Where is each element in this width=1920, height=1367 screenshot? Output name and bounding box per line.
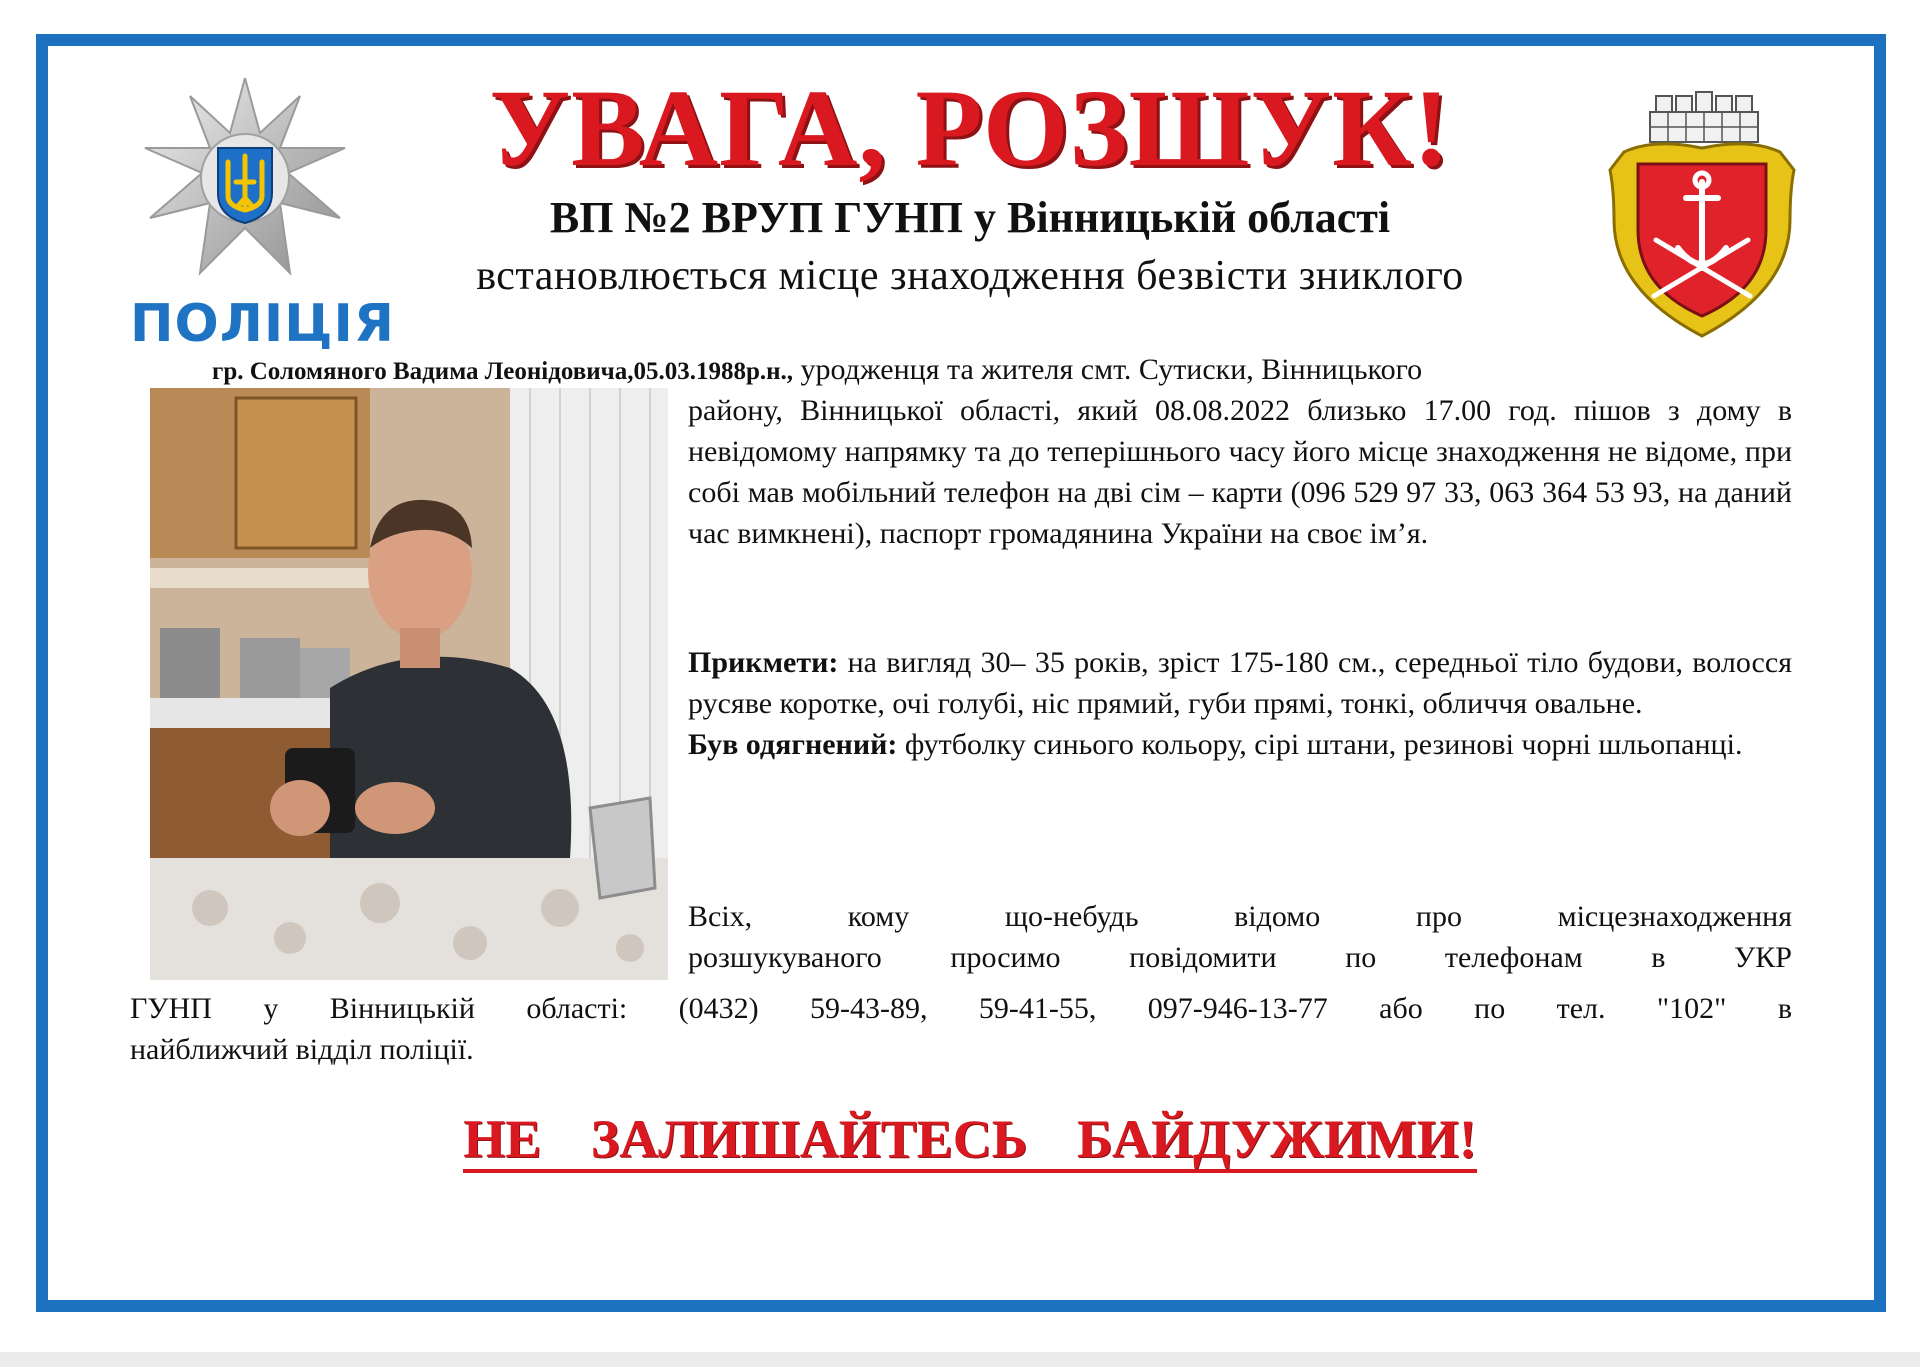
callout-banner [300, 1108, 1640, 1170]
police-logo-label: ПОЛІЦІЯ [130, 294, 395, 354]
police-star-trident-icon [140, 78, 350, 288]
clothes-paragraph [688, 724, 1792, 765]
intro-first-line [212, 349, 1792, 392]
police-logo [130, 78, 395, 354]
signs-paragraph [688, 642, 1792, 724]
contact-line-3: ГУНП у Вінницькій області: (0432) 59-43-89, 59-41-55, 097-946-13-77 або по тел. "102" в [130, 992, 1792, 1025]
missing-person-photo [150, 388, 668, 980]
subtitle: встановлюється місце знаходження безвісти зниклого [476, 253, 1464, 299]
contact-line-2: розшукуваного просимо повідомити по телефонам в УКР [688, 941, 1792, 974]
person-photo-illustration [150, 388, 668, 980]
contact-line-1: Всіх, кому що-небудь відомо про місцезнаходження [688, 900, 1792, 933]
missing-person-name: гр. Соломяного Вадима Леонідовича,05.03.1988р.н., [212, 358, 794, 385]
contact-line-4: найближчий відділ поліції. [130, 1033, 474, 1066]
signs-text: на вигляд 30– 35 років, зріст 175-180 см., середньої тіло будови, волосся русяве коротке, очі голубі, ніс прямий, губи прямі, тонкі, обличчя овальне. [688, 646, 1792, 720]
intro-paragraph: району, Вінницької області, який 08.08.2022 близько 17.00 год. пішов з дому в невідомому напрямку та до теперішнього часу його місце знаходження не відоме, при собі мав мобільний телефон на дві сім – карти (096 529 97 33, 063 364 53 93, на даний час вимкнені), паспорт громадянина України на своє ім’я. [688, 394, 1792, 550]
clothes-text: футболку синього кольору, сірі штани, резинові чорні шльопанці. [897, 728, 1743, 761]
headline: УВАГА, РОЗШУК! [489, 67, 1451, 189]
intro-first-line-rest: уродженця та жителя смт. Сутиски, Вінницького [793, 353, 1423, 386]
bottom-strip [0, 1352, 1920, 1367]
features-block [688, 642, 1792, 765]
clothes-label: Був одягнений: [688, 728, 898, 761]
signs-label: Прикмети: [688, 646, 839, 679]
callout-text: НЕ ЗАЛИШАЙТЕСЬ БАЙДУЖИМИ! [463, 1109, 1477, 1173]
vinnytsia-coat-of-arms-icon [1604, 90, 1800, 340]
contact-paragraph-top [688, 896, 1792, 978]
contact-paragraph-bottom [130, 988, 1792, 1070]
department-title: ВП №2 ВРУП ГУНП у Вінницькій області [549, 193, 1391, 242]
